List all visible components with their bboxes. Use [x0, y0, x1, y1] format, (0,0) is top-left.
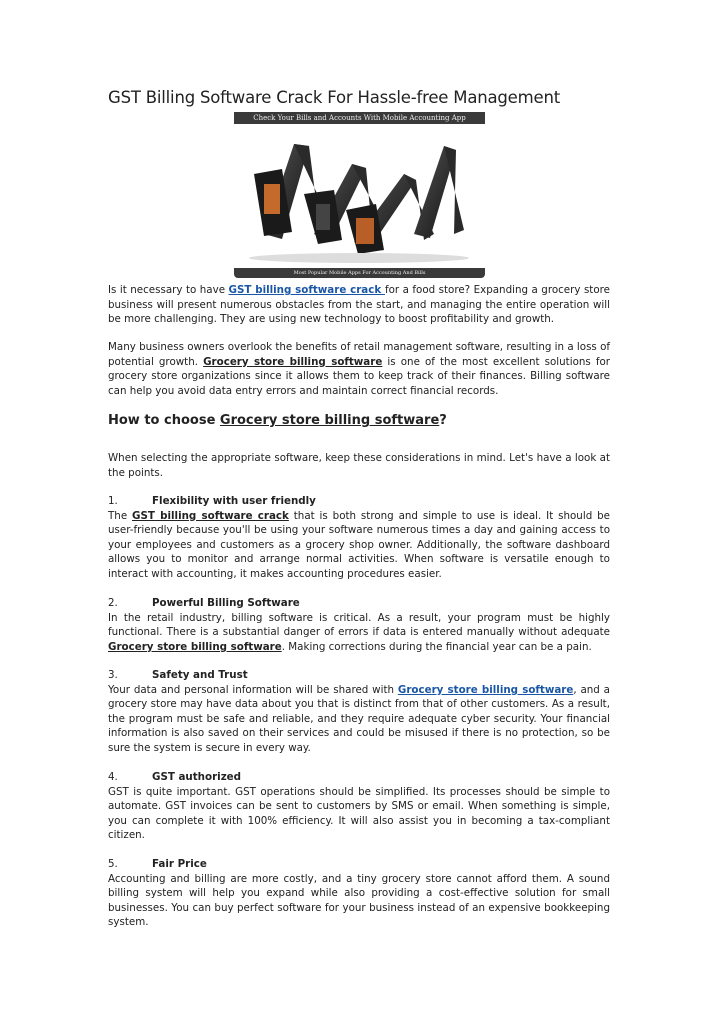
section-heading [108, 413, 447, 428]
grocery-billing-software-link[interactable]: Grocery store billing software [203, 355, 383, 368]
intro-text: for a food store? Expanding a grocery store business will present numerous obstacles from the start, and managing the entire operation will be more challenging. They are using new technology to boost profitability and growth. [108, 284, 610, 326]
intro-paragraph-1 [108, 283, 610, 327]
section-lead [108, 451, 610, 480]
point-text: . Making corrections during the financial year can be a pain. [281, 640, 592, 653]
gst-crack-link[interactable]: GST billing software crack [132, 509, 289, 522]
point-title: Powerful Billing Software [152, 597, 300, 609]
point-text: In the retail industry, billing software is critical. As a result, your program must be highly functional. There is a substantial danger of errors if data is entered manually without adequate [108, 611, 610, 639]
heading-text: ? [439, 413, 447, 428]
grocery-billing-link[interactable]: Grocery store billing software [108, 640, 282, 653]
point-number: 4. [108, 771, 118, 783]
phones-illustration [234, 124, 485, 268]
point-4 [108, 770, 610, 843]
intro-text: Many business owners overlook the benefits of retail management software, resulting in a loss of potential growth. [108, 341, 610, 368]
point-2 [108, 596, 610, 654]
point-text: that is both strong and simple to use is ideal. It should be user-friendly because you'll be using your software numerous times a day and gaining access to your employees and customers as a grocery shop owner. Additionally, the software dashboard allows you to monitor and arrange normal activities. When software is versatile enough to interact with accounting, it makes accounting procedures easier. [108, 509, 610, 580]
intro-text: is one of the most excellent solutions for grocery store organizations since it allows them to keep track of their finances. Billing software can help you avoid data entry errors and maintain correct financial records. [108, 355, 611, 397]
point-number: 2. [108, 597, 118, 609]
point-text: GST is quite important. GST operations should be simplified. Its processes should be simple to automate. GST invoices can be sent to customers by SMS or email. When something is simple, you can complete it with 100% efficiency. It will also assist you in becoming a tax-compliant citizen. [108, 785, 610, 842]
hero-top-banner: Check Your Bills and Accounts With Mobile Accounting App [234, 112, 485, 124]
intro-text: Is it necessary to have [108, 284, 229, 296]
point-text: The [108, 509, 133, 522]
point-number: 3. [108, 669, 118, 681]
point-title: Fair Price [152, 858, 207, 870]
point-3 [108, 668, 610, 756]
point-text: , and a grocery store may have data about you that is distinct from that of other customers. As a result, the program must be safe and reliable, and they require adequate cyber security. Your financial information is also saved on their services and could be misused if there is no protection, so be sure the system is secure in every way. [108, 683, 610, 754]
point-title: GST authorized [152, 771, 242, 783]
heading-text: How to choose [108, 413, 220, 428]
point-1 [108, 494, 610, 582]
point-title: Flexibility with user friendly [152, 495, 316, 507]
intro-paragraph-2 [108, 340, 610, 398]
heading-link[interactable]: Grocery store billing software [219, 413, 440, 428]
point-text: Your data and personal information will be shared with [108, 683, 398, 696]
hero-bottom-banner: Most Popular Mobile Apps For Accounting And Bills [234, 268, 485, 278]
point-title: Safety and Trust [152, 669, 248, 681]
page-title: GST Billing Software Crack For Hassle-free Management [108, 88, 560, 107]
gst-billing-software-link[interactable]: GST billing software crack [228, 284, 385, 296]
point-text: Accounting and billing are more costly, and a tiny grocery store cannot afford them. A sound billing system will help you expand while also providing a cost-effective solution for small businesses. You can buy perfect software for your business instead of an expensive bookkeeping system. [108, 872, 610, 929]
point-number: 5. [108, 858, 118, 870]
hero-image [234, 112, 485, 278]
point-number: 1. [108, 495, 118, 507]
point-5 [108, 857, 610, 930]
lead-text: When selecting the appropriate software, keep these considerations in mind. Let's have a look at the points. [108, 452, 610, 479]
grocery-billing-link[interactable]: Grocery store billing software [397, 683, 574, 696]
